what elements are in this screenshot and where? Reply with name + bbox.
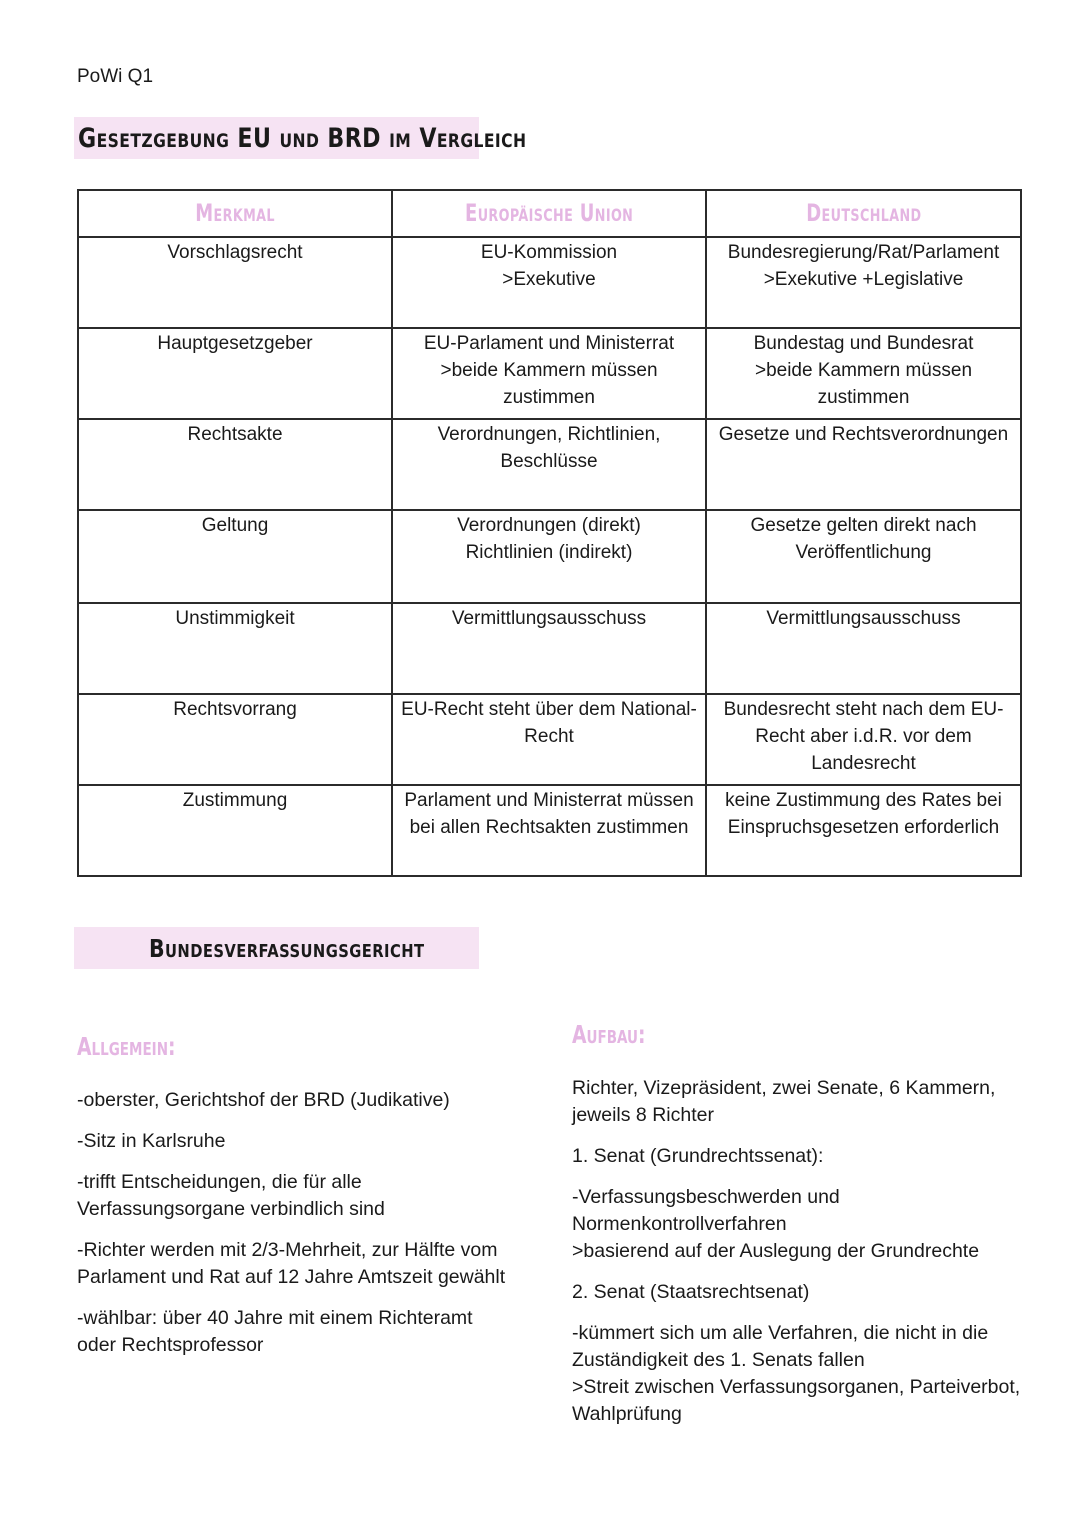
section-title: Gesetzgebung EU und BRD im Vergleich [78, 122, 527, 154]
cell-eu: EU-Parlament und Ministerrat >beide Kammern müssen zustimmen [392, 328, 706, 419]
allgemein-list [77, 1087, 507, 1373]
list-item: Richter, Vizepräsident, zwei Senate, 6 Kammern, jeweils 8 Richter [572, 1077, 996, 1126]
cell-merkmal: Rechtsakte [78, 419, 392, 510]
cell-eu: EU-Recht steht über dem National-Recht [392, 694, 706, 785]
subheading-allgemein: Allgemein: [77, 1032, 176, 1061]
table-row [78, 694, 1021, 785]
comparison-table [77, 189, 1022, 877]
list-item: -trifft Entscheidungen, die für alle Verfassungsorgane verbindlich sind [77, 1171, 385, 1220]
column-header-de: Deutschland [706, 190, 1021, 237]
section-title-band [74, 117, 527, 159]
section-title-band [74, 927, 479, 969]
cell-de: keine Zustimmung des Rates bei Einspruchsgesetzen erforderlich [706, 785, 1021, 876]
table-row [78, 237, 1021, 328]
table-row [78, 328, 1021, 419]
table-row [78, 510, 1021, 603]
list-item: -Verfassungsbeschwerden und Normenkontrollverfahren >basierend auf der Auslegung der Grundrechte [572, 1186, 980, 1262]
cell-eu: EU-Kommission >Exekutive [392, 237, 706, 328]
column-header-merkmal: Merkmal [78, 190, 392, 237]
list-item: -oberster, Gerichtshof der BRD (Judikative) [77, 1089, 450, 1111]
course-label: PoWi Q1 [77, 66, 154, 87]
cell-de: Bundesrecht steht nach dem EU-Recht aber i.d.R. vor dem Landesrecht [706, 694, 1021, 785]
cell-eu: Verordnungen, Richtlinien, Beschlüsse [392, 419, 706, 510]
table-row [78, 419, 1021, 510]
cell-merkmal: Geltung [78, 510, 392, 603]
table-row [78, 603, 1021, 694]
cell-de: Gesetze gelten direkt nach Veröffentlichung [706, 510, 1021, 603]
cell-eu: Vermittlungsausschuss [392, 603, 706, 694]
list-item: -Richter werden mit 2/3-Mehrheit, zur Hälfte vom Parlament und Rat auf 12 Jahre Amtszeit gewählt [77, 1239, 506, 1288]
list-item: 2. Senat (Staatsrechtsenat) [572, 1281, 810, 1303]
subheading-aufbau: Aufbau: [572, 1020, 646, 1049]
cell-de: Bundestag und Bundesrat >beide Kammern müssen zustimmen [706, 328, 1021, 419]
cell-merkmal: Zustimmung [78, 785, 392, 876]
cell-de: Bundesregierung/Rat/Parlament >Exekutive +Legislative [706, 237, 1021, 328]
cell-merkmal: Rechtsvorrang [78, 694, 392, 785]
cell-de: Gesetze und Rechtsverordnungen [706, 419, 1021, 510]
cell-merkmal: Unstimmigkeit [78, 603, 392, 694]
cell-merkmal: Hauptgesetzgeber [78, 328, 392, 419]
cell-eu: Verordnungen (direkt) Richtlinien (indirekt) [392, 510, 706, 603]
cell-eu: Parlament und Ministerrat müssen bei allen Rechtsakten zustimmen [392, 785, 706, 876]
list-item: -wählbar: über 40 Jahre mit einem Richteramt oder Rechtsprofessor [77, 1307, 473, 1356]
section-title: Bundesverfassungsgericht [149, 933, 425, 963]
aufbau-list [572, 1075, 1022, 1442]
list-item: 1. Senat (Grundrechtssenat): [572, 1145, 824, 1167]
table-row [78, 785, 1021, 876]
list-item: -Sitz in Karlsruhe [77, 1130, 226, 1152]
list-item: -kümmert sich um alle Verfahren, die nicht in die Zuständigkeit des 1. Senats fallen >Streit zwischen Verfassungsorganen, Parteiverbot, Wahlprüfung [572, 1322, 1021, 1425]
cell-merkmal: Vorschlagsrecht [78, 237, 392, 328]
cell-de: Vermittlungsausschuss [706, 603, 1021, 694]
table-header-row [78, 190, 1021, 237]
column-header-eu: Europäische Union [392, 190, 706, 237]
